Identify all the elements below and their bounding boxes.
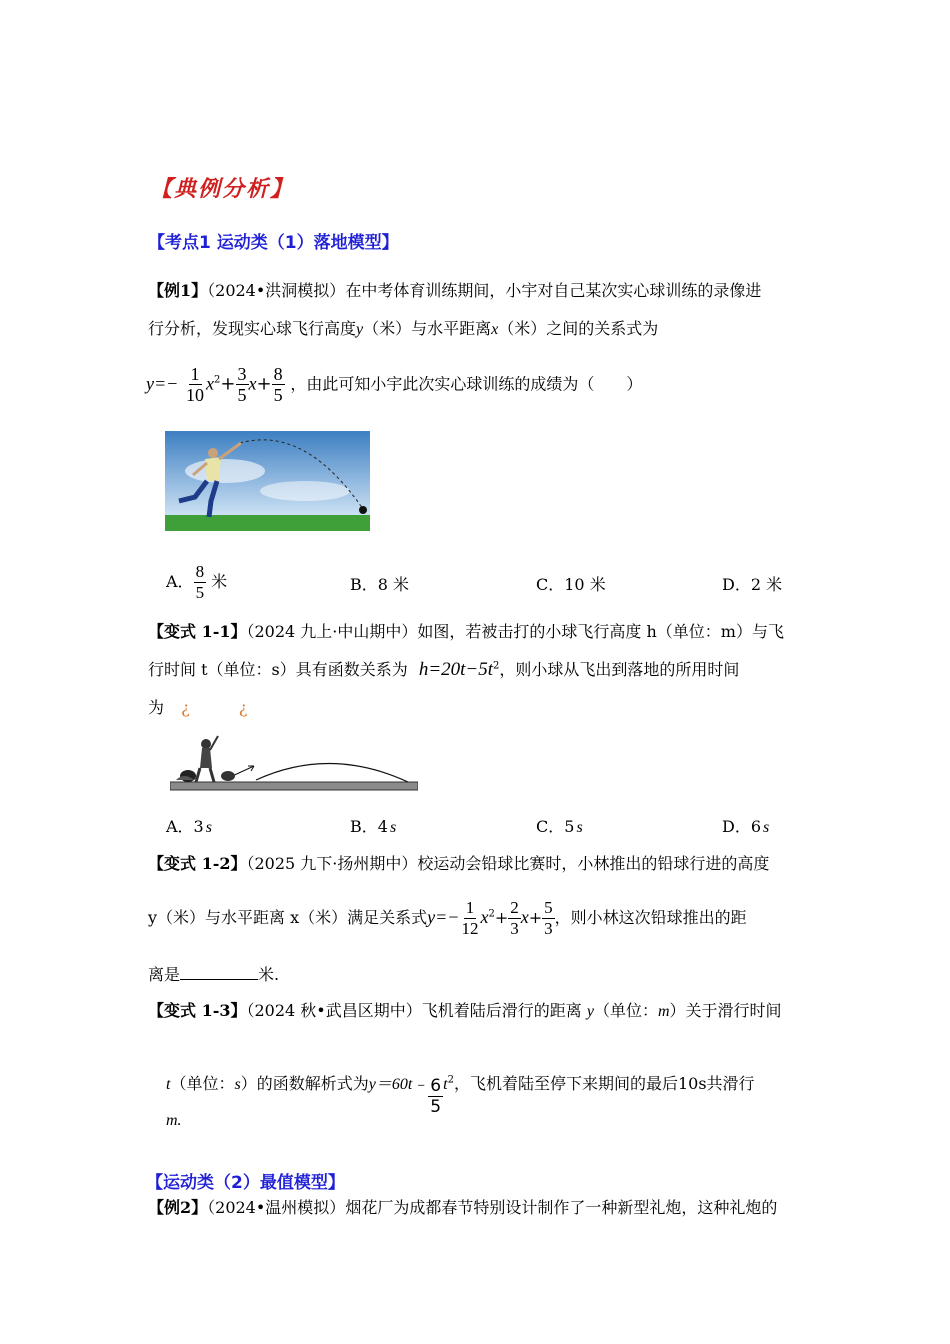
text: ，飞机着陆至停下来期间的最后 [453,1074,678,1093]
text: 行分析，发现实心球飞行高度 [148,319,357,338]
variant-1-1-line-1 [148,619,784,642]
example-1-source: （2024•洪洞模拟） [207,281,346,300]
fraction: $\frac{6}{5}$ [430,1076,442,1117]
text: （单位： [170,1074,235,1093]
variant-1-2-line-1 [148,851,769,874]
example-1-option-c: C．10 米 [536,575,606,594]
example-1-option-d: D．2 米 [722,575,783,594]
text: 为 [148,698,165,717]
value: 10s [677,1074,707,1093]
text: 飞机着陆后滑行的距离 [421,1001,582,1020]
variant-1-2-tag: 【变式 1-2】 [148,854,247,873]
formula: y＝60t﹣ [368,1076,429,1093]
text: （单位： [593,1001,658,1020]
golf-figure [170,734,418,792]
text: ，则小球从飞出到落地的所用时间 [499,660,740,679]
example-1-line-1 [148,278,761,301]
variant-1-1-option-d: D．6 s [722,817,770,836]
variant-1-1-option-c: C．5 s [536,817,583,836]
text: 共滑行 [706,1074,755,1093]
var-t: t [166,1076,171,1093]
variant-1-1-text: 如图，若被击打的小球飞行高度 h（单位：m）与飞 [417,622,784,641]
variant-1-3-tag: 【变式 1-3】 [148,1001,247,1020]
fraction: $\frac{8}{5}$ [273,364,283,405]
example-1-option-b: B．8 米 [350,575,410,594]
fraction: $\frac{2}{3}$ [510,898,519,938]
example-1-line-2 [148,316,658,339]
variant-1-3-source: （2024 秋•武昌区期中） [246,1001,422,1020]
variant-1-1-option-b: B．4 s [350,817,397,836]
var-m: m [657,1003,670,1020]
var-s: s [234,1076,241,1093]
example-1-tag: 【例1】 [148,281,208,300]
answer-blank[interactable] [180,965,258,980]
text: y（米）与水平距离 x（米）满足关系式 [148,908,428,927]
variant-1-1-source: （2024 九上·中山期中） [246,622,418,641]
text: （米）与水平距离 [363,319,492,338]
text: 离是 [148,965,181,984]
option-label: A． [166,572,194,591]
key-point-1-heading: 【考点1 运动类（1）落地模型】 [148,233,399,253]
text: （米）之间的关系式为 [498,319,659,338]
variant-1-3-line-2: t（单位：s）的函数解析式为y＝60t﹣ $\frac{6}{5}$ $t^2$，飞机着陆至停下来期间的最后10s共滑行 [166,1074,755,1117]
text: 行时间 t（单位：s）具有函数关系为 [148,660,408,679]
formula-lhs: y=− [427,907,460,927]
example-2-text: 烟花厂为成都春节特别设计制作了一种新型礼炮，这种礼炮的 [345,1198,778,1217]
text: ）关于滑行时间 [669,1001,782,1020]
text: 米. [258,965,280,984]
variant-1-1-line-2: 行时间 t（单位：s）具有函数关系为 $h=20t-5t^2$，则小球从飞出到落地的所用时间 [148,659,740,680]
variant-1-2-line-2: y（米）与水平距离 x（米）满足关系式y=− $\frac{1}{12}$ $x^2+$ $\frac{2}{3}$ x+ $\frac{5}{3}$ ，则小林这次铅球推出的距 [148,898,747,938]
variant-1-1-line-3 [148,695,247,718]
variant-1-1-option-a: A．3 s [166,817,212,836]
example-1-text: 在中考体育训练期间，小宇对自己某次实心球训练的录像进 [345,281,762,300]
example-2-source: （2024•温州模拟） [207,1198,346,1217]
fraction: $\frac{8}{5}$ [195,562,205,602]
placeholder-glyph: ¿ [181,698,190,717]
example-1-formula: y=− $\frac{1}{10}$ $x^2+$ $\frac{3}{5}$ x+ $\frac{8}{5}$ ，由此可知小宇此次实心球训练的成绩为（ ） [146,364,643,405]
text: ，则小林这次铅球推出的距 [554,908,747,927]
fraction: $\frac{5}{3}$ [544,898,553,938]
text: ）的函数解析式为 [240,1074,369,1093]
key-point-2-heading: 【运动类（2）最值模型】 [146,1173,345,1193]
variant-1-1-tag: 【变式 1-1】 [148,622,247,641]
formula-tail: ，由此可知小宇此次实心球训练的成绩为（ ） [290,374,643,394]
fraction: $\frac{1}{10}$ [186,364,205,405]
var-y: y [586,1003,594,1020]
section-title: 【典例分析】 [150,176,295,202]
variant-1-3-line-1 [148,998,782,1021]
example-2-line-1 [148,1195,777,1218]
variant-1-2-source: （2025 九下·扬州期中） [246,854,418,873]
variant-1-3-line-3: m. [166,1112,182,1129]
fraction: $\frac{1}{12}$ [461,898,479,938]
placeholder-glyph: ¿ [238,698,248,717]
shot-put-figure [165,431,370,531]
var-y: y [356,321,364,338]
variant-1-2-line-3 [148,962,279,985]
example-1-option-a [166,562,227,603]
var-x: x [491,321,499,338]
fraction: $\frac{3}{5}$ [237,364,247,405]
example-2-tag: 【例2】 [148,1198,208,1217]
unit: 米 [211,572,228,591]
formula: h=20t−5t [418,659,494,680]
variant-1-2-text: 校运动会铅球比赛时，小林推出的铅球行进的高度 [417,854,770,873]
formula-lhs: y=− [146,373,179,394]
